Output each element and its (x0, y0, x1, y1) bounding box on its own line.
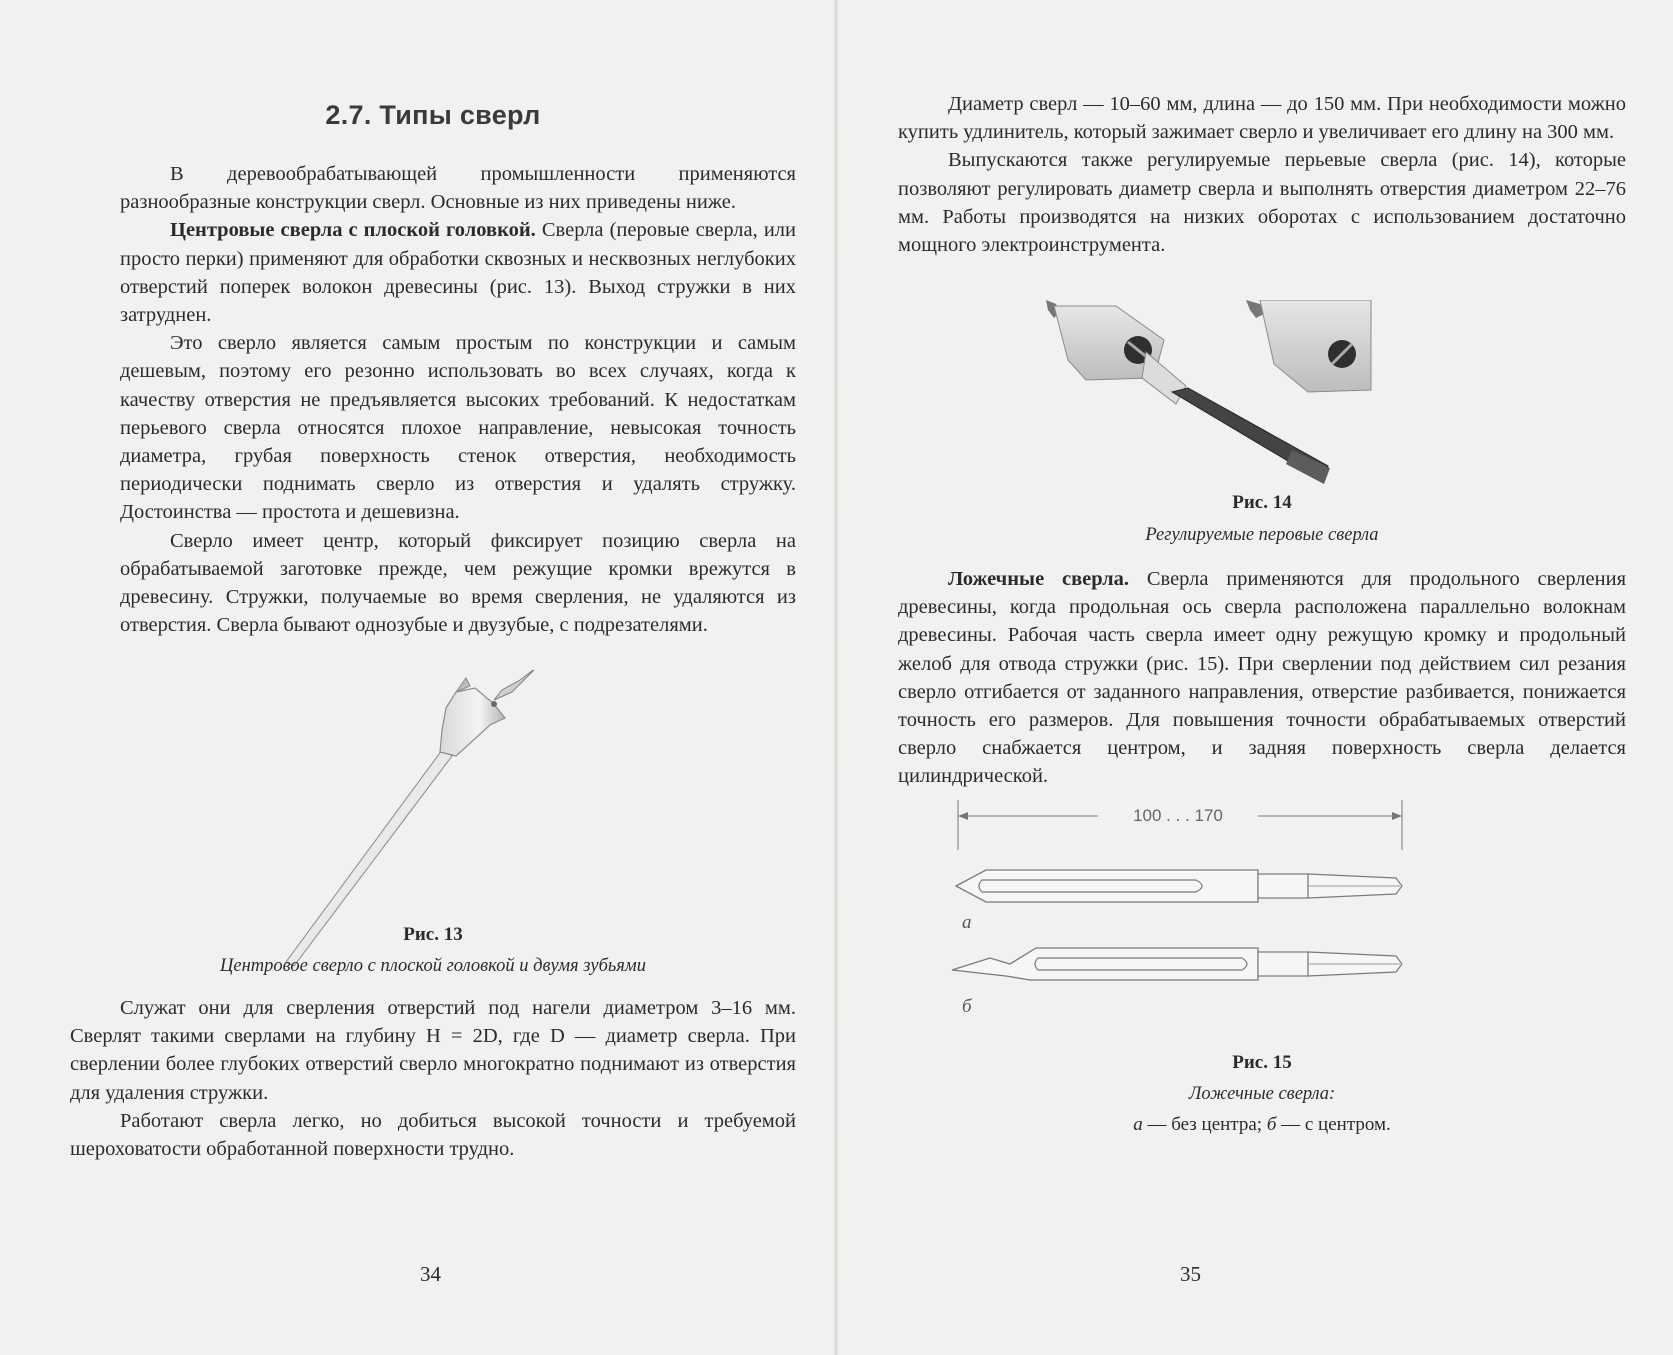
lead-text: Сверла (перовые сверла, или просто перки) применяют для обработки сквозных и несквозных неглубоких отверстий поперек волокон древесины (рис. 13). Выход стружки в них затруднен. (120, 219, 796, 327)
figure-15-sub-a: а (962, 912, 972, 933)
paragraph: В деревообрабатывающей промышленности применяются разнообразные конструкции сверл. Основные из них приведены ниже. (120, 163, 796, 214)
figure-14-label: Рис. 14 (1232, 492, 1292, 513)
section-title: 2.7. Типы сверл (325, 100, 541, 130)
paragraph: Сверло имеет центр, который фиксирует позицию сверла на обрабатываемой заготовке прежде, чем режущие кромки врежутся в древесину. Стружки, получаемые во время сверления, не удаляются из отверстия. Сверла бывают однозубые и двузубые, с подрезателями. (120, 529, 796, 637)
left-text-top (120, 160, 796, 639)
figure-15-caption: Ложечные сверла: (1188, 1084, 1336, 1104)
paragraph: Работают сверла легко, но добиться высокой точности и требуемой шероховатости обработанной поверхности трудно. (70, 1109, 796, 1161)
paragraph-lead (898, 565, 1626, 791)
figure-14-adjustable-bits (1046, 300, 1376, 490)
dimension-label: 100 . . . 170 (1133, 806, 1223, 825)
lead-heading: Центровые сверла с плоской головкой. (170, 219, 536, 242)
right-text-top (898, 90, 1626, 259)
figure-15-spoon-bits (946, 790, 1416, 1030)
figure-15-label: Рис. 15 (1232, 1052, 1292, 1073)
page-number-right: 35 (1180, 1262, 1201, 1286)
page-number-left: 34 (420, 1262, 441, 1286)
figure-14-caption: Регулируемые перовые сверла (1145, 525, 1379, 545)
figure-13-label: Рис. 13 (403, 924, 463, 945)
figure-13-caption: Центровое сверло с плоской головкой и двумя зубьями (220, 956, 646, 976)
right-text-middle (898, 565, 1626, 791)
figure-15-sub-b: б (962, 996, 972, 1017)
left-text-bottom (70, 994, 796, 1163)
left-page (0, 0, 836, 1355)
legend-text-a: — без центра; (1142, 1114, 1267, 1135)
paragraph: Служат они для сверления отверстий под нагели диаметром 3–16 мм. Сверлят такими сверлами на глубину H = 2D, где D — диаметр сверла. При сверлении более глубоких отверстий сверло многократно поднимают из отверстия для удаления стружки. (70, 997, 796, 1104)
figure-15-legend (898, 1114, 1626, 1136)
paragraph-lead (120, 216, 796, 329)
legend-letter-b: б (1266, 1114, 1277, 1135)
lead-heading: Ложечные сверла. (948, 568, 1130, 590)
lead-text: Сверла применяются для продольного сверления древесины, когда продольная ось сверла расположена параллельно волокнам древесины. Рабочая часть сверла имеет одну режущую кромку и продольный желоб для отвода стружки (рис. 15). При сверлении под действием сил резания сверло отгибается от заданного направления, отверстие разбивается, понижается точность его размеров. Для повышения точности обрабатываемых отверстий сверло снабжается центром, и задняя поверхность сверла делается цилиндрической. (898, 568, 1626, 788)
paragraph: Диаметр сверл — 10–60 мм, длина — до 150 мм. При необходимости можно купить удлинитель, который зажимает сверло и увеличивает его длину на 300 мм. (898, 93, 1626, 144)
paragraph: Выпускаются также регулируемые перьевые сверла (рис. 14), которые позволяют регулировать диаметр сверла и выполнять отверстия диаметром 22–76 мм. Работы производятся на низких оборотах с использованием достаточно мощного электроинструмента. (898, 149, 1626, 257)
right-page (836, 0, 1673, 1355)
legend-letter-a: а (1133, 1114, 1143, 1135)
legend-text-b: — с центром. (1276, 1114, 1391, 1135)
paragraph: Это сверло является самым простым по конструкции и самым дешевым, поэтому его резонно использовать во всех случаях, когда к качеству отверстия не предъявляется высоких требований. К недостаткам перьевого сверла относятся плохое направление, невысокая точность диаметра, грубая поверхность стенок отверстия, необходимость периодически поднимать сверло из отверстия и удалять стружку. Достоинства — простота и дешевизна. (120, 332, 796, 524)
